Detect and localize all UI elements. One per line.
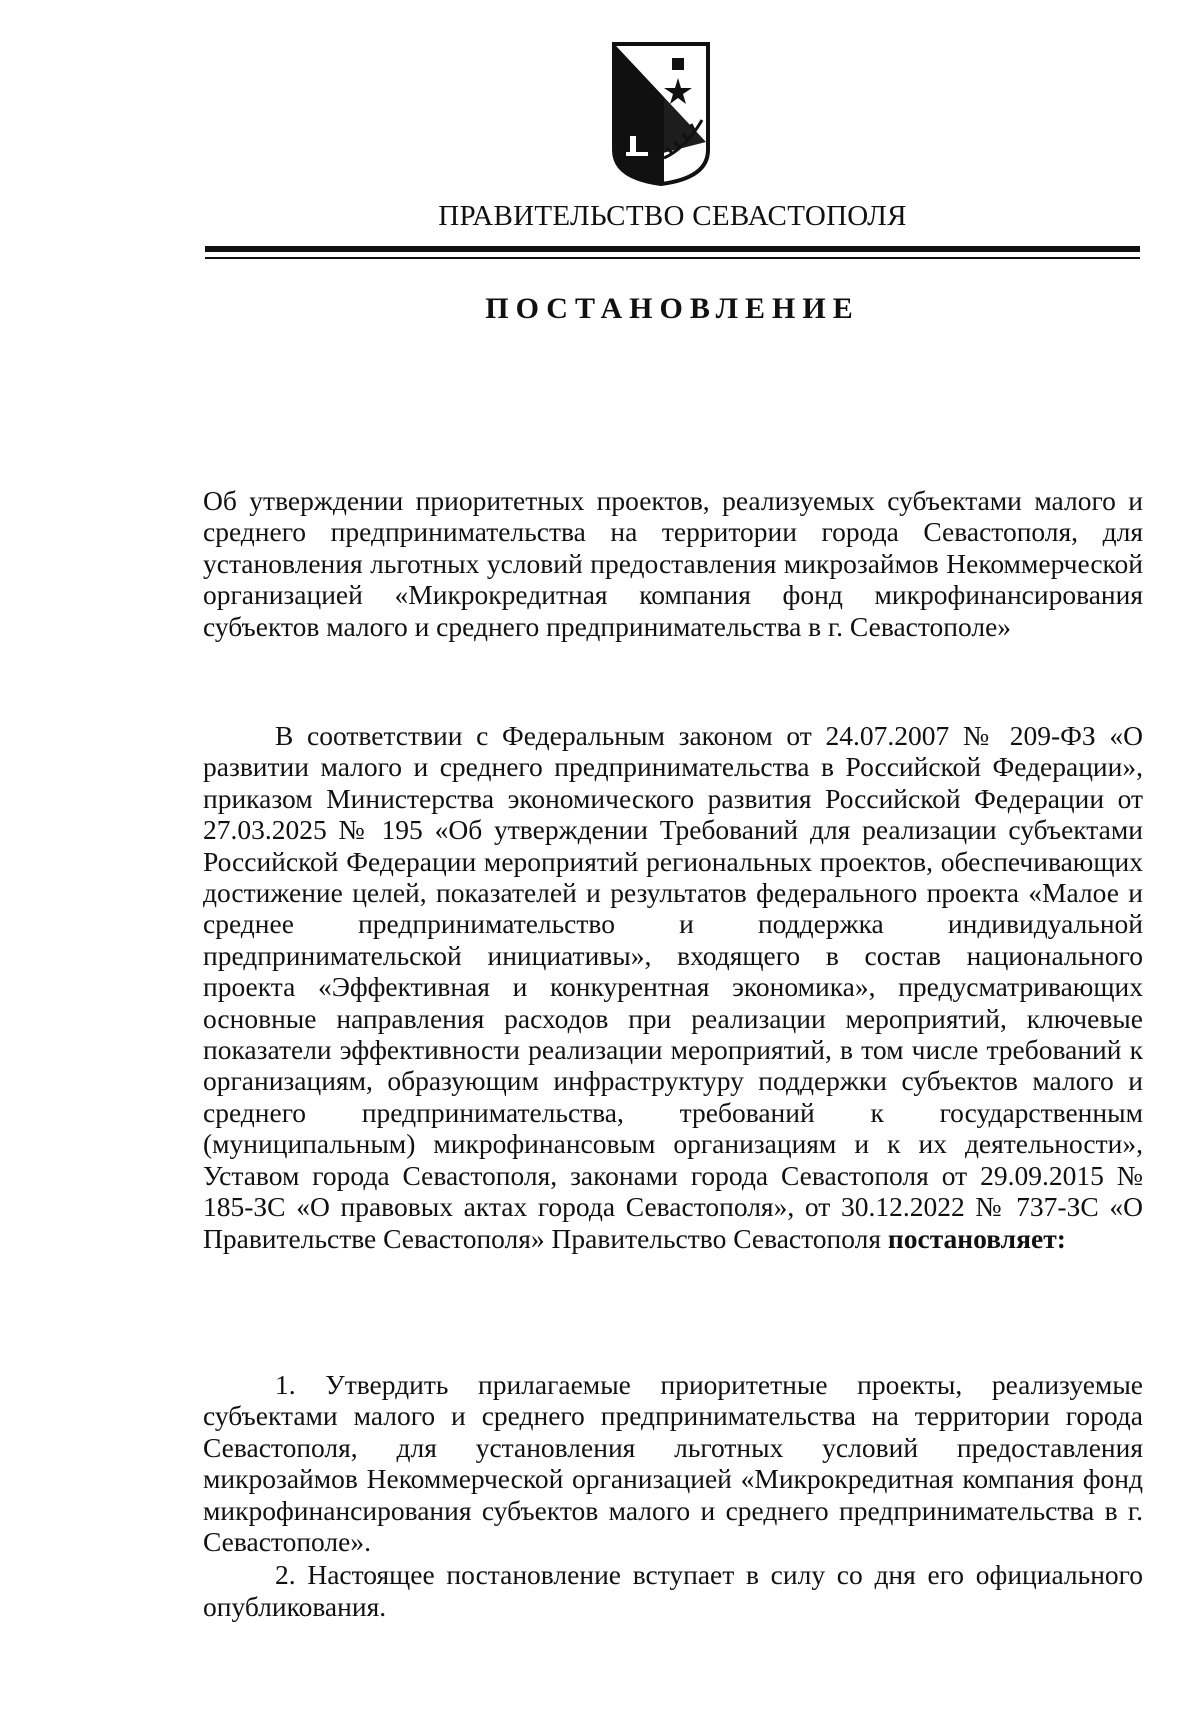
clauses-list	[203, 1369, 1143, 1622]
preamble-text: В соответствии с Федеральным законом от 24.07.2007 № 209-ФЗ «О развитии малого и среднего предпринимательства в Российской Федерации», приказом Министерства экономического развития Российской Федерации от 27.03.2025 № 195 «Об утверждении Требований для реализации субъектами Российской Федерации мероприятий региональных проектов, обеспечивающих достижение целей, показателей и результатов федерального проекта «Малое и среднее предпринимательство и поддержка индивидуальной предпринимательской инициативы», входящего в состав национального проекта «Эффективная и конкурентная экономика», предусматривающих основные направления расходов при реализации мероприятий, ключевые показатели эффективности реализации мероприятий, в том числе требований к организациям, образующим инфраструктуру поддержки субъектов малого и среднего предпринимательства, требований к государственным (муниципальным) микрофинансовым организациям и к их деятельности», Уставом города Севастополя, законами города Севастополя от 29.09.2015 № 185-ЗС «О правовых актах города Севастополя», от 30.12.2022 № 737-ЗС «О Правительстве Севастополя» Правительство Севастополя	[203, 720, 1143, 1254]
resolve-word: постановляет:	[887, 1222, 1066, 1254]
document-title: Об утверждении приоритетных проектов, реализуемых субъектами малого и среднего предпринимательства на территории города Севастополя, для установления льготных условий предоставления микрозаймов Некоммерческой организацией «Микрокредитная компания фонд микрофинансирования субъектов малого и среднего предпринимательства в г. Севастополе»	[203, 485, 1143, 642]
coat-of-arms-icon	[606, 38, 716, 188]
header-rule-thick	[205, 246, 1140, 252]
clause-2: 2. Настоящее постановление вступает в силу со дня его официального опубликования.	[203, 1559, 1143, 1622]
clause-1: 1. Утвердить прилагаемые приоритетные проекты, реализуемые субъектами малого и среднего предпринимательства на территории города Севастополя, для установления льготных условий предоставления микрозаймов Некоммерческой организацией «Микрокредитная компания фонд микрофинансирования субъектов малого и среднего предпринимательства в г. Севастополе».	[203, 1369, 1143, 1558]
organization-name: ПРАВИТЕЛЬСТВО СЕВАСТОПОЛЯ	[438, 200, 907, 232]
document-type-heading: ПОСТАНОВЛЕНИЕ	[485, 292, 860, 325]
preamble-paragraph	[203, 720, 1143, 1254]
header-rule-thin	[205, 257, 1140, 259]
